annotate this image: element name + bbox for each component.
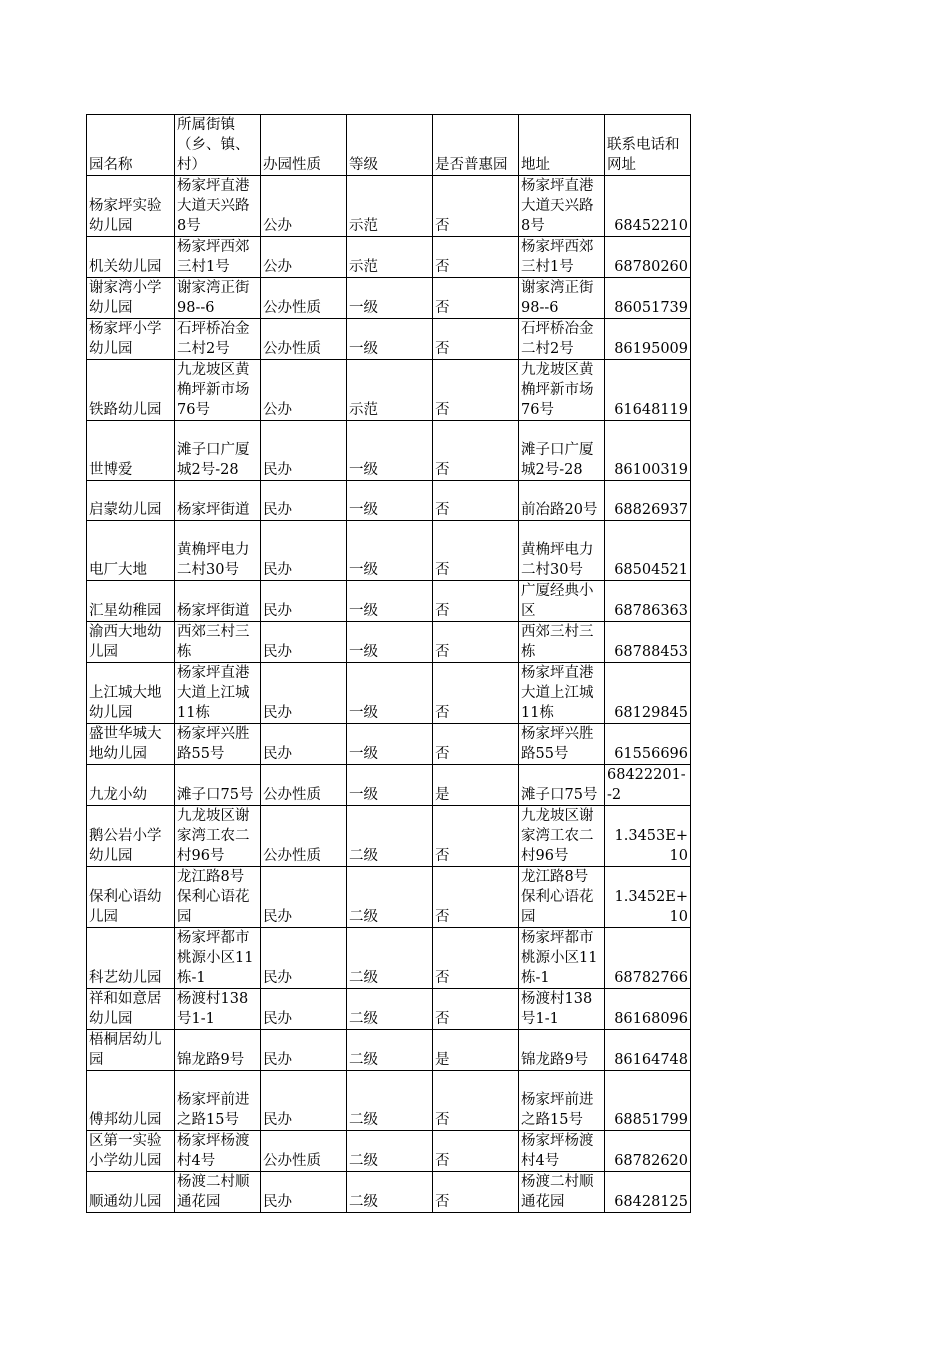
cell-nature[interactable]: 公办性质 [261, 278, 347, 319]
cell-puhui[interactable]: 否 [433, 1071, 519, 1131]
cell-grade[interactable]: 一级 [347, 319, 433, 360]
cell-puhui[interactable]: 否 [433, 237, 519, 278]
cell-phone[interactable]: 1.3453E+10 [605, 806, 691, 867]
table-row [87, 1172, 691, 1213]
cell-address[interactable]: 西郊三村三栋 [519, 622, 605, 663]
table-row [87, 1030, 691, 1071]
cell-name[interactable]: 保利心语幼儿园 [87, 867, 175, 928]
header-name[interactable]: 园名称 [87, 115, 175, 176]
cell-phone[interactable]: 86195009 [605, 319, 691, 360]
cell-name[interactable]: 九龙小幼 [87, 765, 175, 806]
cell-phone[interactable]: 86100319 [605, 421, 691, 481]
cell-name[interactable]: 谢家湾小学幼儿园 [87, 278, 175, 319]
header-town[interactable]: 所属街镇（乡、镇、村） [175, 115, 261, 176]
cell-name[interactable]: 梧桐居幼儿园 [87, 1030, 175, 1071]
table-row [87, 1131, 691, 1172]
cell-grade[interactable]: 示范 [347, 237, 433, 278]
cell-nature[interactable]: 公办 [261, 360, 347, 421]
cell-name[interactable]: 上江城大地幼儿园 [87, 663, 175, 724]
cell-puhui[interactable]: 否 [433, 176, 519, 237]
cell-grade[interactable]: 一级 [347, 724, 433, 765]
cell-address[interactable]: 九龙坡区谢家湾工农二村96号 [519, 806, 605, 867]
table-row [87, 237, 691, 278]
cell-puhui[interactable]: 否 [433, 278, 519, 319]
cell-address[interactable]: 杨家坪直港大道上江城11栋 [519, 663, 605, 724]
cell-puhui[interactable]: 否 [433, 928, 519, 989]
cell-town[interactable]: 杨家坪街道 [175, 581, 261, 622]
cell-name[interactable]: 顺通幼儿园 [87, 1172, 175, 1213]
cell-grade[interactable]: 示范 [347, 360, 433, 421]
cell-town[interactable]: 杨家坪兴胜路55号 [175, 724, 261, 765]
cell-address[interactable]: 杨家坪前进之路15号 [519, 1071, 605, 1131]
header-phone[interactable]: 联系电话和网址 [605, 115, 691, 176]
header-grade[interactable]: 等级 [347, 115, 433, 176]
table-row [87, 806, 691, 867]
cell-phone[interactable]: 68452210 [605, 176, 691, 237]
cell-grade[interactable]: 二级 [347, 867, 433, 928]
cell-address[interactable]: 前冶路20号 [519, 481, 605, 521]
cell-nature[interactable]: 民办 [261, 724, 347, 765]
cell-name[interactable]: 杨家坪实验幼儿园 [87, 176, 175, 237]
cell-nature[interactable]: 民办 [261, 521, 347, 581]
cell-address[interactable]: 杨家坪杨渡村4号 [519, 1131, 605, 1172]
cell-address[interactable]: 滩子口75号 [519, 765, 605, 806]
cell-grade[interactable]: 二级 [347, 928, 433, 989]
cell-nature[interactable]: 民办 [261, 421, 347, 481]
cell-grade[interactable]: 一级 [347, 581, 433, 622]
cell-town[interactable]: 杨家坪前进之路15号 [175, 1071, 261, 1131]
cell-puhui[interactable]: 否 [433, 989, 519, 1030]
cell-town[interactable]: 黄桷坪电力二村30号 [175, 521, 261, 581]
cell-grade[interactable]: 一级 [347, 481, 433, 521]
cell-town[interactable]: 滩子口75号 [175, 765, 261, 806]
cell-name[interactable]: 电厂大地 [87, 521, 175, 581]
cell-grade[interactable]: 二级 [347, 806, 433, 867]
table-row [87, 360, 691, 421]
cell-grade[interactable]: 二级 [347, 1030, 433, 1071]
cell-town[interactable]: 锦龙路9号 [175, 1030, 261, 1071]
cell-name[interactable]: 科艺幼儿园 [87, 928, 175, 989]
cell-grade[interactable]: 示范 [347, 176, 433, 237]
cell-town[interactable]: 石坪桥冶金二村2号 [175, 319, 261, 360]
table-body [87, 115, 691, 1213]
table-row [87, 724, 691, 765]
cell-address[interactable]: 杨家坪都市桃源小区11栋-1 [519, 928, 605, 989]
cell-name[interactable]: 区第一实验小学幼儿园 [87, 1131, 175, 1172]
cell-grade[interactable]: 一级 [347, 421, 433, 481]
cell-phone[interactable]: 68788453 [605, 622, 691, 663]
cell-town[interactable]: 滩子口广厦城2号-28 [175, 421, 261, 481]
cell-name[interactable]: 启蒙幼儿园 [87, 481, 175, 521]
cell-phone[interactable]: 68428125 [605, 1172, 691, 1213]
cell-phone[interactable]: 86164748 [605, 1030, 691, 1071]
cell-name[interactable]: 世博爱 [87, 421, 175, 481]
table-row [87, 622, 691, 663]
table-row [87, 481, 691, 521]
cell-puhui[interactable]: 否 [433, 521, 519, 581]
cell-puhui[interactable]: 否 [433, 481, 519, 521]
cell-town[interactable]: 杨家坪直港大道天兴路8号 [175, 176, 261, 237]
cell-puhui[interactable]: 否 [433, 319, 519, 360]
cell-puhui[interactable]: 否 [433, 581, 519, 622]
cell-nature[interactable]: 民办 [261, 1172, 347, 1213]
cell-phone[interactable]: 86051739 [605, 278, 691, 319]
cell-puhui[interactable]: 否 [433, 1172, 519, 1213]
cell-town[interactable]: 杨家坪街道 [175, 481, 261, 521]
cell-address[interactable]: 龙江路8号保利心语花园 [519, 867, 605, 928]
cell-name[interactable]: 汇星幼稚园 [87, 581, 175, 622]
cell-nature[interactable]: 民办 [261, 867, 347, 928]
cell-town[interactable]: 杨家坪杨渡村4号 [175, 1131, 261, 1172]
table-row [87, 1071, 691, 1131]
cell-nature[interactable]: 民办 [261, 989, 347, 1030]
cell-name[interactable]: 铁路幼儿园 [87, 360, 175, 421]
cell-name[interactable]: 傅邦幼儿园 [87, 1071, 175, 1131]
header-address[interactable]: 地址 [519, 115, 605, 176]
cell-nature[interactable]: 公办性质 [261, 806, 347, 867]
cell-nature[interactable]: 公办 [261, 176, 347, 237]
cell-address[interactable]: 锦龙路9号 [519, 1030, 605, 1071]
cell-phone[interactable]: 68851799 [605, 1071, 691, 1131]
cell-phone[interactable]: 68780260 [605, 237, 691, 278]
cell-nature[interactable]: 公办性质 [261, 319, 347, 360]
table-row [87, 928, 691, 989]
cell-nature[interactable]: 公办 [261, 237, 347, 278]
kindergarten-table [86, 114, 691, 1213]
cell-address[interactable]: 杨渡村138号1-1 [519, 989, 605, 1030]
cell-phone[interactable]: 61556696 [605, 724, 691, 765]
cell-puhui[interactable]: 是 [433, 765, 519, 806]
cell-nature[interactable]: 公办性质 [261, 1131, 347, 1172]
table-row [87, 765, 691, 806]
cell-grade[interactable]: 二级 [347, 1071, 433, 1131]
cell-town[interactable]: 杨渡二村顺通花园 [175, 1172, 261, 1213]
cell-name[interactable]: 鹅公岩小学幼儿园 [87, 806, 175, 867]
cell-nature[interactable]: 民办 [261, 928, 347, 989]
cell-name[interactable]: 机关幼儿园 [87, 237, 175, 278]
cell-town[interactable]: 杨家坪直港大道上江城11栋 [175, 663, 261, 724]
table-row [87, 989, 691, 1030]
cell-nature[interactable]: 民办 [261, 1071, 347, 1131]
cell-town[interactable]: 谢家湾正街98--6 [175, 278, 261, 319]
cell-address[interactable]: 杨渡二村顺通花园 [519, 1172, 605, 1213]
cell-puhui[interactable]: 是 [433, 1030, 519, 1071]
cell-name[interactable]: 祥和如意居幼儿园 [87, 989, 175, 1030]
cell-nature[interactable]: 民办 [261, 581, 347, 622]
table-row [87, 319, 691, 360]
cell-puhui[interactable]: 否 [433, 622, 519, 663]
cell-address[interactable]: 九龙坡区黄桷坪新市场76号 [519, 360, 605, 421]
cell-phone[interactable]: 68786363 [605, 581, 691, 622]
cell-phone[interactable]: 68782766 [605, 928, 691, 989]
cell-puhui[interactable]: 否 [433, 360, 519, 421]
cell-address[interactable]: 滩子口广厦城2号-28 [519, 421, 605, 481]
table-row [87, 176, 691, 237]
cell-town[interactable]: 西郊三村三栋 [175, 622, 261, 663]
cell-grade[interactable]: 二级 [347, 1131, 433, 1172]
cell-name[interactable]: 杨家坪小学幼儿园 [87, 319, 175, 360]
table-row [87, 581, 691, 622]
cell-town[interactable]: 杨渡村138号1-1 [175, 989, 261, 1030]
cell-puhui[interactable]: 否 [433, 806, 519, 867]
cell-grade[interactable]: 一级 [347, 663, 433, 724]
cell-address[interactable]: 石坪桥冶金二村2号 [519, 319, 605, 360]
cell-puhui[interactable]: 否 [433, 724, 519, 765]
cell-name[interactable]: 渝西大地幼儿园 [87, 622, 175, 663]
cell-town[interactable]: 杨家坪都市桃源小区11栋-1 [175, 928, 261, 989]
header-row [87, 115, 691, 176]
cell-address[interactable]: 杨家坪西郊三村1号 [519, 237, 605, 278]
cell-puhui[interactable]: 否 [433, 663, 519, 724]
cell-address[interactable]: 杨家坪直港大道天兴路8号 [519, 176, 605, 237]
cell-phone[interactable]: 1.3452E+10 [605, 867, 691, 928]
table-row [87, 521, 691, 581]
header-nature[interactable]: 办园性质 [261, 115, 347, 176]
cell-phone[interactable]: 68826937 [605, 481, 691, 521]
header-puhui[interactable]: 是否普惠园 [433, 115, 519, 176]
cell-phone[interactable]: 68422201--2 [605, 765, 691, 806]
cell-nature[interactable]: 民办 [261, 481, 347, 521]
cell-nature[interactable]: 民办 [261, 1030, 347, 1071]
table-row [87, 867, 691, 928]
cell-address[interactable]: 谢家湾正街98--6 [519, 278, 605, 319]
cell-name[interactable]: 盛世华城大地幼儿园 [87, 724, 175, 765]
cell-nature[interactable]: 民办 [261, 663, 347, 724]
cell-phone[interactable]: 61648119 [605, 360, 691, 421]
cell-town[interactable]: 龙江路8号保利心语花园 [175, 867, 261, 928]
table-row [87, 421, 691, 481]
cell-phone[interactable]: 68129845 [605, 663, 691, 724]
cell-puhui[interactable]: 否 [433, 1131, 519, 1172]
cell-phone[interactable]: 68504521 [605, 521, 691, 581]
table-row [87, 278, 691, 319]
cell-grade[interactable]: 二级 [347, 1172, 433, 1213]
cell-address[interactable]: 杨家坪兴胜路55号 [519, 724, 605, 765]
cell-town[interactable]: 杨家坪西郊三村1号 [175, 237, 261, 278]
cell-address[interactable]: 广厦经典小区 [519, 581, 605, 622]
cell-grade[interactable]: 一级 [347, 765, 433, 806]
cell-town[interactable]: 九龙坡区黄桷坪新市场76号 [175, 360, 261, 421]
cell-address[interactable]: 黄桷坪电力二村30号 [519, 521, 605, 581]
cell-phone[interactable]: 68782620 [605, 1131, 691, 1172]
cell-grade[interactable]: 一级 [347, 622, 433, 663]
cell-puhui[interactable]: 否 [433, 421, 519, 481]
cell-phone[interactable]: 86168096 [605, 989, 691, 1030]
cell-grade[interactable]: 二级 [347, 989, 433, 1030]
cell-town[interactable]: 九龙坡区谢家湾工农二村96号 [175, 806, 261, 867]
cell-nature[interactable]: 民办 [261, 622, 347, 663]
cell-puhui[interactable]: 否 [433, 867, 519, 928]
table-row [87, 663, 691, 724]
cell-grade[interactable]: 一级 [347, 278, 433, 319]
cell-nature[interactable]: 公办性质 [261, 765, 347, 806]
cell-grade[interactable]: 一级 [347, 521, 433, 581]
